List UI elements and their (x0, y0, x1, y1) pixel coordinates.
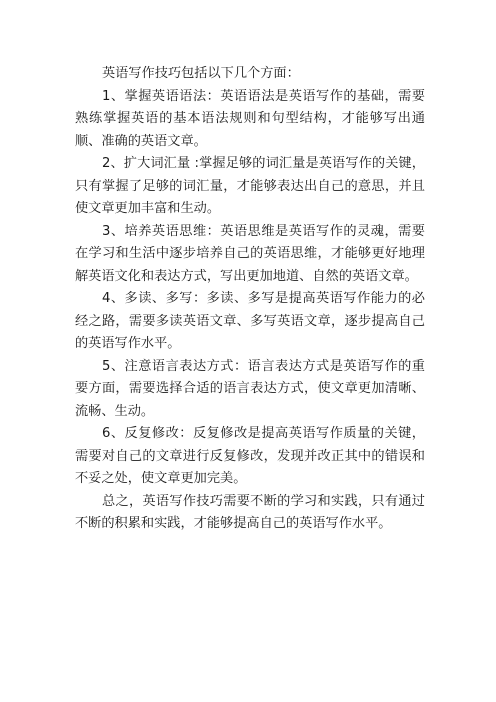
document-body (75, 63, 425, 536)
tip-paragraph-4: 4、多读、多写：多读、多写是提高英语写作能力的必经之路，需要多读英语文章、多写英语文章，逐步提高自己的英语写作水平。 (75, 291, 425, 351)
tip-paragraph-1: 1、掌握英语语法：英语语法是英语写作的基础，需要熟练掌握英语的基本语法规则和句型结构，才能够写出通顺、准确的英语文章。 (75, 88, 425, 149)
intro-paragraph: 英语写作技巧包括以下几个方面： (102, 66, 300, 81)
tip-paragraph-3: 3、培养英语思维：英语思维是英语写作的灵魂，需要在学习和生活中逐步培养自己的英语思维，才能够更好地理解英语文化和表达方式，写出更加地道、自然的英语文章。 (75, 223, 425, 284)
tip-paragraph-2: 2、扩大词汇量 :掌握足够的词汇量是英语写作的关键，只有掌握了足够的词汇量，才能够表达出自己的意思，并且使文章更加丰富和生动。 (75, 156, 425, 216)
conclusion-paragraph: 总之，英语写作技巧需要不断的学习和实践，只有通过不断的积累和实践，才能够提高自己的英语写作水平。 (75, 493, 425, 531)
tip-paragraph-6: 6、反复修改：反复修改是提高英语写作质量的关键，需要对自己的文章进行反复修改，发现并改正其中的错误和不妥之处，使文章更加完美。 (75, 426, 425, 486)
tip-paragraph-5: 5、注意语言表达方式：语言表达方式是英语写作的重要方面，需要选择合适的语言表达方式，使文章更加清晰、流畅、生动。 (75, 358, 425, 419)
